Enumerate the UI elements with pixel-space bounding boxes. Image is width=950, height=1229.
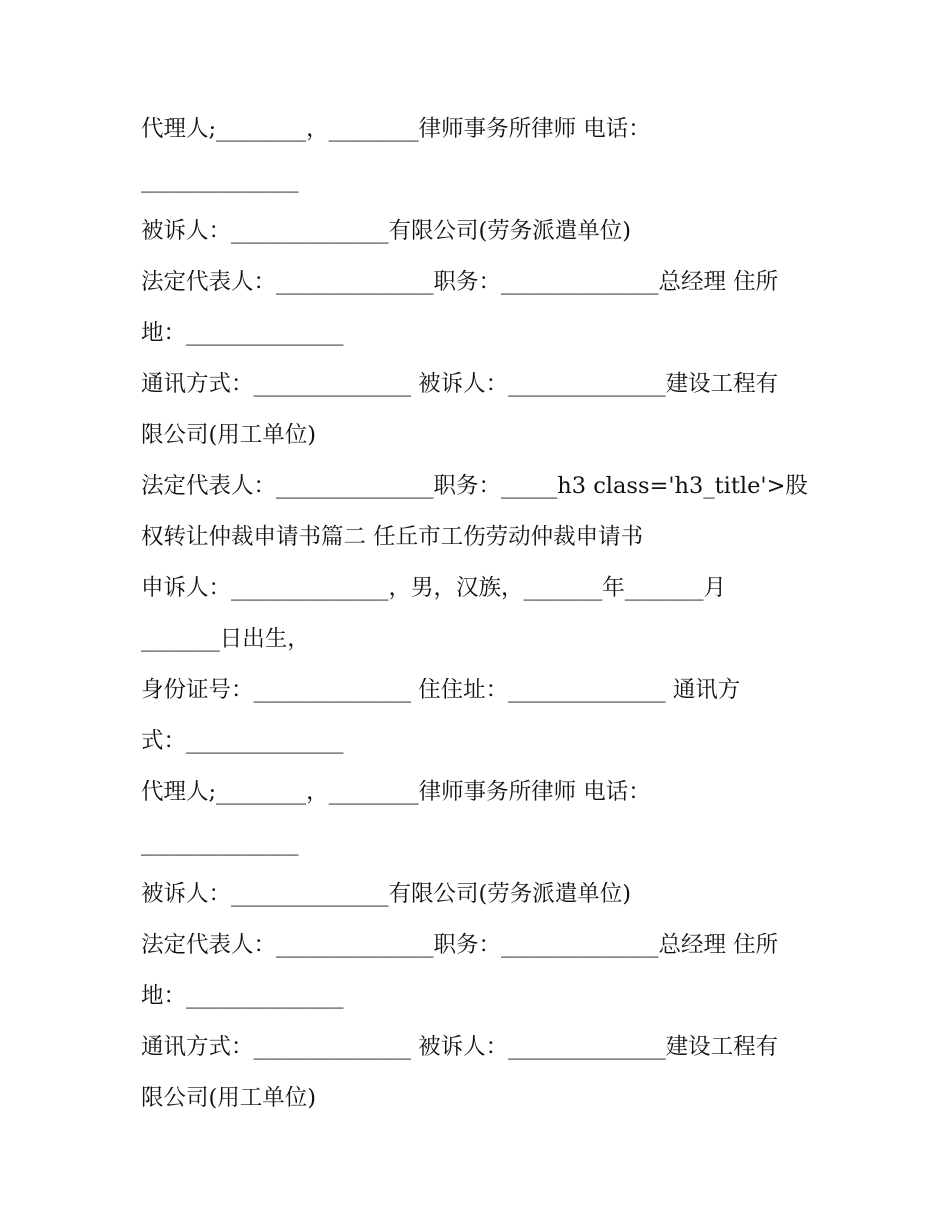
text-line-respondent-dispatch: 被诉人：______________有限公司(劳务派遣单位) [141,218,632,244]
text-line-contact-respondent: 通讯方式：______________ 被诉人：______________建设工程有 [141,371,779,397]
text-line-legal-rep-2: 法定代表人：______________职务：______________总经理 住所 [141,932,779,958]
text-line-employer: 限公司(用工单位) [141,422,317,448]
text-line-employer-2: 限公司(用工单位) [141,1085,317,1111]
text-line-claimant: 申诉人：______________，男，汉族，_______年_______月 [141,575,727,601]
text-line-address: 地：______________ [141,320,344,346]
text-line-contact: 式：______________ [141,728,344,754]
text-line-agent-2: 代理人;________，________律师事务所律师 电话： [141,779,651,805]
text-line-address-2: 地：______________ [141,983,344,1009]
text-line-legal-rep-title: 法定代表人：______________职务：_____h3 class='h3_title'>股 [141,473,808,499]
text-line-id-address: 身份证号：______________ 住住址：______________ 通讯方 [141,677,741,703]
text-line-agent: 代理人;________，________律师事务所律师 电话： [141,116,651,142]
text-line-contact-respondent-2: 通讯方式：______________ 被诉人：______________建设工程有 [141,1034,779,1060]
text-line-phone-blank-2: ______________ [141,830,299,856]
text-line-respondent-dispatch-2: 被诉人：______________有限公司(劳务派遣单位) [141,881,632,907]
document-body [141,104,821,1124]
text-line-section-heading: 权转让仲裁申请书篇二 任丘市工伤劳动仲裁申请书 [141,524,644,550]
text-line-birthdate: _______日出生， [141,626,310,652]
text-line-phone-blank: ______________ [141,167,299,193]
text-line-legal-rep: 法定代表人：______________职务：______________总经理 住所 [141,269,779,295]
